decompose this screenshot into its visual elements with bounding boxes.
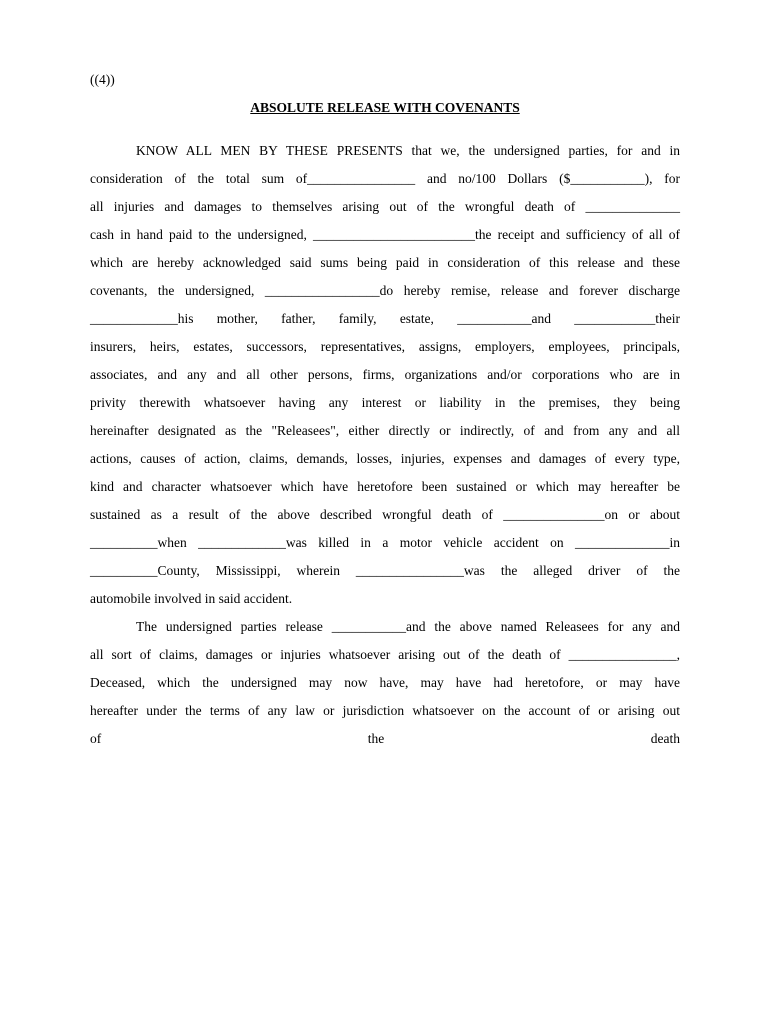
paragraph-line: __________when _____________was killed in a motor vehicle accident on ______________in xyxy=(90,535,680,550)
paragraph-line: insurers, heirs, estates, successors, representatives, assigns, employers, employees, principals, xyxy=(90,339,680,354)
paragraph-line: kind and character whatsoever which have heretofore been sustained or which may hereafter be xyxy=(90,479,680,494)
paragraph-line: all sort of claims, damages or injuries whatsoever arising out of the death of ________________, xyxy=(90,647,680,662)
paragraph-line: hereafter under the terms of any law or jurisdiction whatsoever on the account of or arising out xyxy=(90,703,680,718)
paragraph-line: actions, causes of action, claims, demands, losses, injuries, expenses and damages of every type, xyxy=(90,451,680,466)
paragraph-line: associates, and any and all other persons, firms, organizations and/or corporations who are in xyxy=(90,367,680,382)
paragraph-line: cash in hand paid to the undersigned, ________________________the receipt and sufficiency of all of xyxy=(90,227,680,242)
paragraph-line: hereinafter designated as the "Releasees", either directly or indirectly, of and from any and all xyxy=(90,423,680,438)
paragraph-line: automobile involved in said accident. xyxy=(90,591,293,606)
paragraph-line: of the death xyxy=(90,731,680,746)
document-id: ((4)) xyxy=(90,72,115,87)
paragraph-line: The undersigned parties release ___________and the above named Releasees for any and xyxy=(136,619,680,634)
paragraph-line: consideration of the total sum of________________ and no/100 Dollars ($___________), for xyxy=(90,171,680,186)
paragraph-line: KNOW ALL MEN BY THESE PRESENTS that we, the undersigned parties, for and in xyxy=(136,143,680,158)
paragraph-line: which are hereby acknowledged said sums being paid in consideration of this release and these xyxy=(90,255,680,270)
document-title: ABSOLUTE RELEASE WITH COVENANTS xyxy=(250,100,520,115)
paragraph-line: _____________his mother, father, family, estate, ___________and ____________their xyxy=(90,311,680,326)
paragraph-line: Deceased, which the undersigned may now have, may have had heretofore, or may have xyxy=(90,675,680,690)
paragraph-line: __________County, Mississippi, wherein ________________was the alleged driver of the xyxy=(90,563,680,578)
paragraph-line: sustained as a result of the above described wrongful death of _______________on or about xyxy=(90,507,680,522)
paragraph-line: privity therewith whatsoever having any interest or liability in the premises, they being xyxy=(90,395,680,410)
paragraph-line: covenants, the undersigned, _________________do hereby remise, release and forever discharge xyxy=(90,283,680,298)
paragraph-line: all injuries and damages to themselves arising out of the wrongful death of ______________ xyxy=(90,199,680,214)
